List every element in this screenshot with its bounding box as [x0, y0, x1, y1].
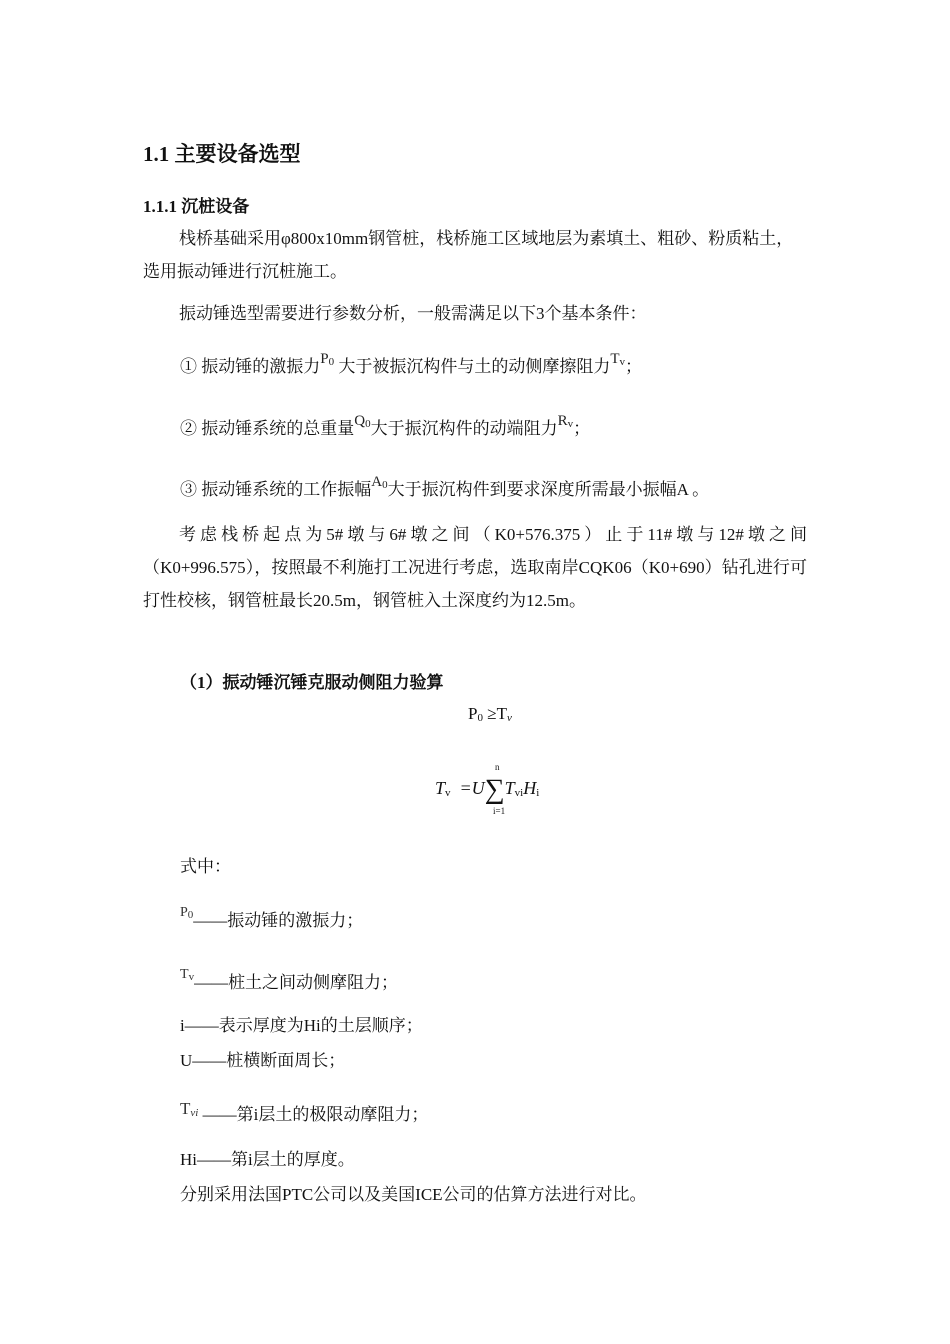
- condition-3: [180, 475, 709, 500]
- condition-2-text: ② 振动锤系统的总重量: [180, 419, 355, 438]
- condition-3-text-2: 大于振沉构件到要求深度所需最小振幅A 。: [387, 480, 710, 499]
- definition-hi: Hi——第i层土的厚度。: [180, 1150, 355, 1169]
- definition-u: U——桩横断面周长；: [180, 1051, 346, 1070]
- paragraph-trestle-location: 考虑栈桥起点为5#墩与6#墩之间（K0+576.375）止于11#墩与12#墩之间（K0+996.575），按照最不利施打工况进行考虑，选取南岸CQK06（K0+690）钻孔进行可打性校核，钢管桩最长20.5m，钢管桩入土深度约为12.5m。: [143, 525, 807, 610]
- condition-1-text-2: 大于被振沉构件与土的动侧摩擦阻力: [334, 357, 611, 376]
- condition-1-symbol-2: Tv: [610, 351, 626, 368]
- calculation-heading: （1）振动锤沉锤克服动侧阻力验算: [180, 673, 444, 692]
- condition-2-symbol-2: Rv: [557, 413, 574, 430]
- sigma-symbol: ∑: [484, 774, 505, 805]
- definition-tv: $^{Tv}$——桩土之间动侧摩阻力；: [180, 967, 399, 992]
- paragraph-comparison: 分别采用法国PTC公司以及美国ICE公司的估算方法进行对比。: [180, 1185, 647, 1204]
- condition-1-symbol: P0: [320, 351, 335, 368]
- sum-lower-limit: i=1: [493, 806, 506, 816]
- where-label: 式中：: [180, 857, 231, 876]
- formula-tv-sum: Tv =U∑TviHi n i=1: [435, 762, 540, 816]
- condition-3-text: ③ 振动锤系统的工作振幅: [180, 480, 372, 499]
- definition-i: i——表示厚度为Hi的土层顺序；: [180, 1016, 423, 1035]
- formula-p0-ge-tv: P0 ≥Tv: [468, 704, 512, 724]
- definition-tvi: Tvi ——第i层土的极限动摩阻力；: [180, 1099, 429, 1124]
- condition-1: ① 振动锤的激振力P0 大于被振沉构件与土的动侧摩擦阻力Tv；: [180, 351, 643, 376]
- condition-2-symbol: Q0: [354, 413, 371, 430]
- condition-2-text-2: 大于振沉构件的动端阻力: [370, 419, 558, 438]
- condition-1-text: ① 振动锤的激振力: [180, 357, 321, 376]
- subsection-heading: 1.1.1 沉桩设备: [143, 197, 250, 216]
- section-heading: 1.1 主要设备选型: [143, 142, 301, 166]
- paragraph-parameter-analysis: 振动锤选型需要进行参数分析，一般需满足以下3个基本条件：: [179, 304, 647, 323]
- paragraph-pile-foundation: 栈桥基础采用φ800x10mm钢管桩，栈桥施工区域地层为素填土、粗砂、粉质粘土，选用振动锤进行沉桩施工。: [143, 229, 794, 281]
- condition-3-symbol: A0: [371, 474, 388, 491]
- sum-upper-limit: n: [495, 762, 500, 772]
- condition-2: ② 振动锤系统的总重量Q0大于振沉构件的动端阻力Rv；: [180, 413, 591, 438]
- definition-p0: $^{P0}$——振动锤的激振力；: [180, 905, 364, 930]
